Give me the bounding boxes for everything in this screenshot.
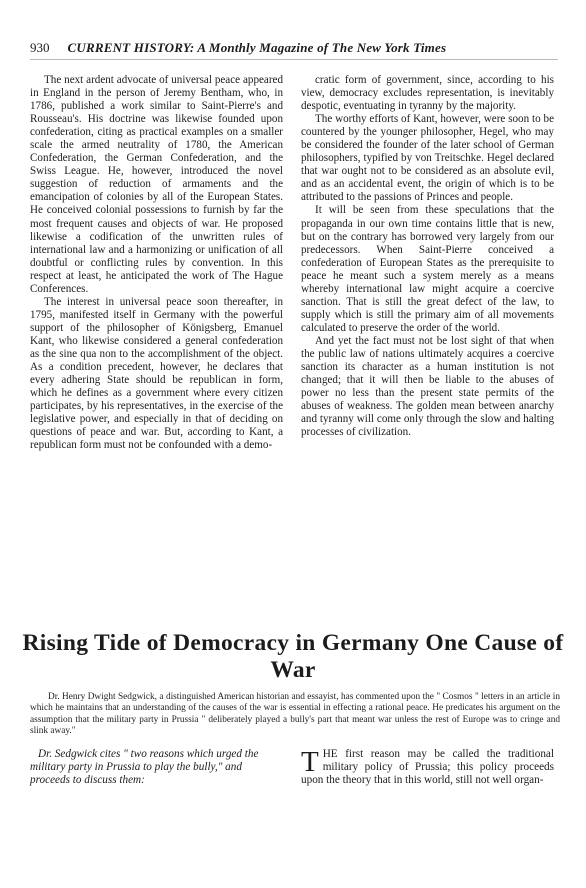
running-header xyxy=(30,40,558,60)
paragraph: The interest in universal peace soon thereafter, in 1795, manifested itself in Germany with the powerful support of the philosopher of Königsberg, Emanuel Kant, who likewise considered a general confederation as the sine qua non to the accomplishment of the object. As a condition precedent, however, he declares that every adhering State should be republican in form, which he defines as a government where every citizen participates, by his representatives, in the exercise of the legislative power, and especially in that of deciding on questions of peace and war. But, according to Kant, a republican form must not be confounded with a demo- xyxy=(30,295,283,452)
paragraph: The worthy efforts of Kant, however, were soon to be countered by the younger philosopher, Hegel, who may be considered the founder of the later school of German philosophers, typified by von Treitschke. Hegel declared that war ought not to be considered as an absolute evil, and as an accidental event, the origin of which is to be attributed to the passions of Princes and people. xyxy=(301,113,554,204)
body-paragraph xyxy=(301,748,554,788)
paragraph: cratic form of government, since, according to his view, democracy excludes representation, is inevitably despotic, eventuating in tyranny by the majority. xyxy=(301,74,554,113)
paragraph: The next ardent advocate of universal peace appeared in England in the person of Jeremy Bentham, who, in 1786, published a work similar to Saint-Pierre's and Rousseau's. His doctrine was likewise founded upon confederation, citing as practical examples on a smaller scale the armed neutrality of 1780, the American Confederation, the German Confederation, and the Swiss League. He, however, introduced the novel suggestion of reduction of armaments and the emancipation of colonies by all of the European States. He conceived colonial possessions to furnish by far the most frequent causes and objects of war. He proposed likewise a codification of the unwritten rules of international law and a harmonizing or unification of all doubtful or conflicting rules by convention. In this respect at least, he anticipated the work of The Hague Conferences. xyxy=(30,74,283,295)
drop-cap: T xyxy=(301,746,319,778)
paragraph: It will be seen from these speculations that the propaganda in our own time contains little that is new, but on the contrary has borrowed very largely from our predecessors. When Saint-Pierre conceived a confederation of European States as the prerequisite to peace he meant such a system merely as a means whereby international law might acquire a coercive sanction. That is still the great defect of the law, to supply which is still the primary aim of all movements calculated to preserve the order of the world. xyxy=(301,204,554,334)
intro-paragraph: Dr. Sedgwick cites " two reasons which urged the military party in Prussia to play the bully," and proceeds to discuss them: xyxy=(30,748,259,787)
article-left-column xyxy=(30,74,283,452)
article-abstract: Dr. Henry Dwight Sedgwick, a distinguished American historian and essayist, has commented upon the " Cosmos " letters in an article in which he maintains that an understanding of the causes of the war is essential in effecting a rational peace. He predicates his argument on the assumption that the military party in Prussia " deliberately played a bully's part that meant war unless the rest of Europe was to cringe and slink away." xyxy=(30,692,560,736)
article-headline: Rising Tide of Democracy in Germany One Cause of War xyxy=(22,630,564,683)
paragraph: And yet the fact must not be lost sight of that when the public law of nations ultimately acquires a coercive sanction its character as a human institution is not changed; that it will then be liable to the abuses of power no less than the present state permits of the abuses of weakness. The golden mean between anarchy and tyranny will come only through the slow and halting processes of civilization. xyxy=(301,334,554,439)
journal-title: CURRENT HISTORY: A Monthly Magazine of The New York Times xyxy=(67,40,447,55)
article-body-column xyxy=(301,748,554,788)
body-text: HE first reason may be called the traditional military policy of Prussia; this policy proceeds upon the theory that in this world, still not well organ- xyxy=(301,748,554,787)
page-number: 930 xyxy=(30,40,50,55)
article-intro-column xyxy=(30,748,283,788)
article-right-column xyxy=(301,74,554,439)
